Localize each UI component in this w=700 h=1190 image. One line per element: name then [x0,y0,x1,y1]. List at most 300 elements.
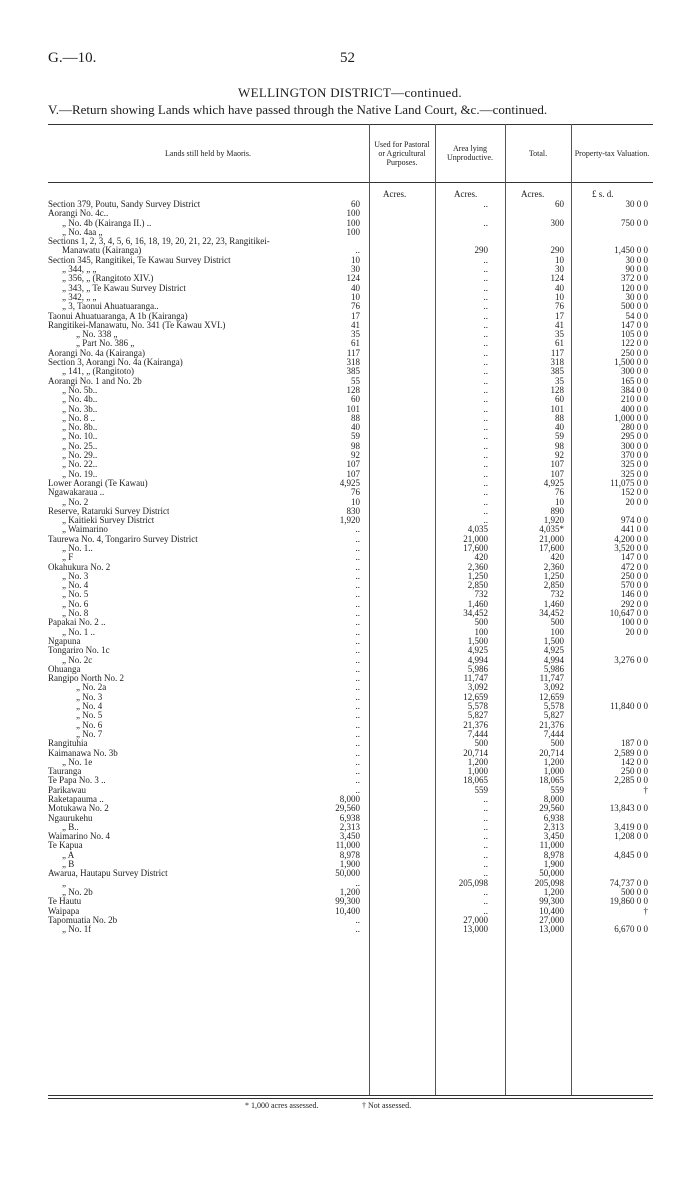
land-name: „ 356, „ (Rangitoto XIV.) [62,274,154,284]
total-acres: 40 [555,422,564,433]
valuation: 292 0 0 [621,598,648,609]
table-row [0,423,700,432]
header-unproductive: Area lying Unproductive. [447,144,493,162]
total-acres: 124 [550,273,564,284]
pastoral-acres: .. [355,635,360,646]
land-name: „ F [62,553,74,563]
total-acres: 21,000 [539,533,564,544]
pastoral-acres: 60 [351,199,360,209]
header-pastoral: Used for Pastoral or Agricultural Purposes. [374,139,430,167]
unproductive-acres: .. [483,477,488,488]
valuation: 280 0 0 [621,422,648,433]
table-row [0,228,700,237]
pastoral-acres: 100 [346,208,360,219]
pastoral-acres: 10 [351,496,360,507]
total-acres: 300 [550,217,564,228]
table-row [0,321,700,330]
unproductive-acres: .. [483,375,488,386]
land-name: „ No. 1e [62,757,93,767]
total-acres: 34,452 [539,608,564,619]
unproductive-acres: 1,500 [467,635,488,646]
table-row [0,284,700,293]
land-name: „ No. 3 [76,692,103,702]
pastoral-acres: 2,313 [339,821,360,832]
total-acres: 1,460 [543,598,564,609]
land-name: „ No. 7 [76,729,103,739]
table-row [0,572,700,581]
pastoral-acres: 40 [351,422,360,433]
pastoral-acres: .. [355,710,360,721]
valuation: 250 0 0 [621,766,648,777]
total-acres: 890 [550,505,564,516]
land-name: „ No. 2 [62,497,89,507]
total-acres: 5,827 [543,710,564,721]
unit-valuation: £ s. d. [592,189,614,199]
land-name: Aorangi No. 1 and No. 2b [48,376,142,386]
land-name: Aorangi No. 4c.. [48,209,109,219]
land-name: „ No. 4 [76,702,103,712]
land-name: Ngawakaraua .. [48,488,105,498]
total-acres: 50,000 [539,868,564,879]
unproductive-acres: 1,000 [467,766,488,777]
table-row [0,553,700,562]
unproductive-acres: 27,000 [463,914,488,925]
footnote-star: * 1,000 acres assessed. [245,1101,319,1110]
total-acres: 1,250 [543,570,564,581]
valuation: 210 0 0 [621,394,648,405]
table-row [0,683,700,692]
pastoral-acres: 29,560 [335,803,360,814]
land-name: Aorangi No. 4a (Kairanga) [48,348,145,358]
pastoral-acres: 50,000 [335,868,360,879]
pastoral-acres: 98 [351,440,360,451]
valuation: 4,845 0 0 [614,849,648,860]
land-name: „ No. 2c [62,655,93,665]
unproductive-acres: .. [483,403,488,414]
total-acres: 20,714 [539,747,564,758]
unproductive-acres: 18,065 [463,775,488,786]
lands-table-body [0,200,700,934]
pastoral-acres: .. [355,719,360,730]
table-row [0,414,700,423]
valuation: 30 0 0 [625,254,648,265]
unproductive-acres: .. [483,291,488,302]
header-total: Total. [528,148,548,158]
pastoral-acres: .. [355,580,360,591]
land-name: „ No. 8b.. [62,423,98,433]
unproductive-acres: 21,000 [463,533,488,544]
table-row [0,563,700,572]
total-acres: 17 [555,310,564,321]
land-name: Tauranga [48,767,82,777]
land-name: „ No. 4aa „ [62,227,103,237]
total-acres: 11,747 [539,673,564,684]
land-name: Te Kapua [48,841,83,851]
valuation: 441 0 0 [621,524,648,535]
unproductive-acres: .. [483,794,488,804]
land-name: Ngapuna [48,636,81,646]
land-name: Reserve, Rataruki Survey District [48,506,170,516]
pastoral-acres: 61 [351,338,360,349]
land-name: Ohuanga [48,664,81,674]
total-acres: 12,659 [539,691,564,702]
total-acres: 100 [550,626,564,637]
valuation: 54 0 0 [625,310,648,321]
table-row [0,237,700,246]
total-acres: 4,035* [539,524,564,535]
total-acres: 101 [550,403,564,414]
table-row [0,925,700,934]
land-name: „ No. 5 [76,711,103,721]
pastoral-acres: .. [355,570,360,581]
table-row [0,869,700,878]
valuation: 30 0 0 [625,199,648,209]
table-row [0,442,700,451]
valuation: 325 0 0 [621,468,648,479]
pastoral-acres: 59 [351,431,360,442]
footnote-dagger: † Not assessed. [362,1101,412,1110]
land-name: „ No. 1f [62,925,92,935]
land-name: „ No. 2b [62,887,93,897]
unproductive-acres: 2,360 [467,561,488,572]
total-acres: 107 [550,459,564,470]
unproductive-acres: .. [483,273,488,284]
unproductive-acres: .. [483,254,488,265]
unproductive-acres: .. [483,905,488,916]
total-acres: 500 [550,617,564,628]
unproductive-acres: .. [483,366,488,377]
valuation: 250 0 0 [621,570,648,581]
header-bottom-rule [48,182,653,183]
table-row [0,618,700,627]
valuation: 120 0 0 [621,282,648,293]
total-acres: 1,920 [543,515,564,526]
pastoral-acres: 35 [351,329,360,340]
unproductive-acres: 3,092 [467,682,488,693]
land-name: „ No. 2a [76,683,107,693]
valuation: 370 0 0 [621,450,648,461]
pastoral-acres: .. [355,552,360,563]
land-name: „ No. 25.. [62,441,98,451]
unproductive-acres: 21,376 [463,719,488,730]
land-name: „ No. 10.. [62,432,98,442]
total-acres: 4,994 [543,654,564,665]
pastoral-acres: 6,938 [339,812,360,823]
total-acres: 6,938 [543,812,564,823]
valuation: 1,000 0 0 [614,412,648,423]
pastoral-acres: 100 [346,226,360,237]
pastoral-acres: 11,000 [335,840,360,851]
land-name: „ 344, „ „ [62,265,97,275]
unproductive-acres: .. [483,459,488,470]
pastoral-acres: .. [355,626,360,637]
land-name: „ 141, „ (Rangitoto) [62,367,134,377]
valuation: † [643,905,648,916]
total-acres: 420 [550,552,564,563]
total-acres: 10,400 [539,905,564,916]
pastoral-acres: 385 [346,366,360,377]
land-name: Kaimanawa No. 3b [48,748,118,758]
pastoral-acres: 10 [351,254,360,265]
valuation: 3,520 0 0 [614,542,648,553]
total-acres: 61 [555,338,564,349]
total-acres: 5,578 [543,701,564,712]
unproductive-acres: 11,747 [463,673,488,684]
unproductive-acres: 20,714 [463,747,488,758]
pastoral-acres: .. [355,756,360,767]
pastoral-acres: .. [355,663,360,674]
land-name: „ No. 6 [76,720,103,730]
table-row [0,730,700,739]
land-name: Waipapa [48,906,80,916]
table-row [0,535,700,544]
unproductive-acres: .. [483,347,488,358]
unproductive-acres: .. [483,812,488,823]
unproductive-acres: .. [483,310,488,321]
unproductive-acres: .. [483,859,488,870]
valuation: 300 0 0 [621,440,648,451]
table-row [0,488,700,497]
total-acres: 29,560 [539,803,564,814]
unproductive-acres: .. [483,264,488,275]
unproductive-acres: .. [483,431,488,442]
pastoral-acres: 128 [346,384,360,395]
pastoral-acres: 55 [351,375,360,386]
total-acres: 3,092 [543,682,564,693]
pastoral-acres: 830 [346,505,360,516]
total-acres: 2,313 [543,821,564,832]
valuation: 1,450 0 0 [614,245,648,256]
table-row [0,600,700,609]
land-name: Manawatu (Kairanga) [62,246,142,256]
unproductive-acres: .. [483,301,488,312]
pastoral-acres: .. [355,775,360,786]
unproductive-acres: 500 [474,617,488,628]
land-name: Awarua, Hautapu Survey District [48,869,168,879]
unproductive-acres: .. [483,515,488,526]
table-row [0,907,700,916]
pastoral-acres: .. [355,645,360,656]
pastoral-acres: .. [355,589,360,600]
unproductive-acres: .. [483,357,488,368]
unproductive-acres: .. [483,338,488,349]
land-name: „ 342, „ „ [62,292,97,302]
pastoral-acres: 8,978 [339,849,360,860]
pastoral-acres: 101 [346,403,360,414]
land-name: Taonui Ahuatuaranga, A 1b (Kairanga) [48,311,188,321]
total-acres: 3,450 [543,831,564,842]
unproductive-acres: 7,444 [467,728,488,739]
units-row [0,189,700,200]
table-row [0,386,700,395]
unproductive-acres: 13,000 [463,924,488,935]
table-row [0,525,700,534]
valuation: 300 0 0 [621,366,648,377]
land-name: „ No. 29.. [62,451,98,461]
total-acres: 205,098 [534,877,564,888]
pastoral-acres: .. [355,691,360,702]
unit-unproductive: Acres. [454,189,478,199]
unproductive-acres: 4,994 [467,654,488,665]
land-name: Te Papa No. 3 .. [48,776,106,786]
land-name: Motukawa No. 2 [48,804,109,814]
pastoral-acres: .. [355,738,360,749]
total-acres: 35 [555,329,564,340]
district-title: WELLINGTON DISTRICT—continued. [238,85,462,100]
valuation: 500 0 0 [621,886,648,897]
unproductive-acres: .. [483,849,488,860]
table-row [0,628,700,637]
land-name: „ No. 8 .. [62,413,95,423]
total-acres: 10 [555,496,564,507]
valuation: 105 0 0 [621,329,648,340]
unproductive-acres: .. [483,282,488,293]
land-name: „ No. 3b.. [62,404,98,414]
valuation: 1,500 0 0 [614,357,648,368]
pastoral-acres: 40 [351,282,360,293]
unproductive-acres: 5,827 [467,710,488,721]
unproductive-acres: 559 [474,784,488,795]
pastoral-acres: 1,200 [339,886,360,897]
pastoral-acres: 1,900 [339,859,360,870]
pastoral-acres: 99,300 [335,896,360,907]
land-name: Okahukura No. 2 [48,562,111,572]
land-name: „ Part No. 386 „ [76,339,135,349]
total-acres: 385 [550,366,564,377]
land-name: Taurewa No. 4, Tongariro Survey District [48,534,198,544]
land-name: „ No. 5 [62,590,89,600]
unproductive-acres: .. [483,199,488,209]
land-name: „ B [62,860,75,870]
table-row [0,246,700,255]
unproductive-acres: .. [483,896,488,907]
land-name: Waimarino No. 4 [48,832,111,842]
total-acres: 30 [555,264,564,275]
land-name: „ No. 6 [62,599,89,609]
valuation: 1,208 0 0 [614,831,648,842]
total-acres: 1,200 [543,756,564,767]
valuation: 147 0 0 [621,552,648,563]
table-row [0,721,700,730]
land-name: „ A [62,850,75,860]
total-acres: 10 [555,254,564,265]
land-name: Rangituhia [48,739,88,749]
valuation: 122 0 0 [621,338,648,349]
valuation: 74,737 0 0 [609,877,648,888]
total-acres: 4,925 [543,477,564,488]
pastoral-acres: .. [355,877,360,888]
land-name: „ 343, „ Te Kawau Survey District [62,283,186,293]
pastoral-acres: 60 [351,394,360,405]
land-name: „ No. 3 [62,571,89,581]
pastoral-acres: 100 [346,217,360,228]
land-name: „ No. 1.. [62,543,93,553]
unproductive-acres: .. [483,505,488,516]
total-acres: 128 [550,384,564,395]
total-acres: 1,500 [543,635,564,646]
pastoral-acres: .. [355,914,360,925]
total-acres: 117 [550,347,564,358]
table-row [0,432,700,441]
unproductive-acres: .. [483,329,488,340]
unproductive-acres: 100 [474,626,488,637]
unproductive-acres: 5,986 [467,663,488,674]
total-acres: 732 [550,589,564,600]
pastoral-acres: .. [355,766,360,777]
land-name: Tapomuatia No. 2b [48,915,118,925]
total-acres: 99,300 [539,896,564,907]
land-name: „ No. 22.. [62,460,98,470]
pastoral-acres: 30 [351,264,360,275]
land-name: „ Waimarino [62,525,108,535]
table-bottom-rule [48,1095,653,1096]
pastoral-acres: .. [355,561,360,572]
pastoral-acres: 107 [346,468,360,479]
land-name: Lower Aorangi (Te Kawau) [48,478,148,488]
unproductive-acres: .. [483,821,488,832]
total-acres: 10 [555,291,564,302]
header-valuation: Property-tax Valuation. [574,148,650,158]
table-row [0,702,700,711]
pastoral-acres: .. [355,608,360,619]
unproductive-acres: 290 [474,245,488,256]
land-name: Rangipo North No. 2 [48,674,124,684]
total-acres: 559 [550,784,564,795]
total-acres: 40 [555,282,564,293]
valuation: 152 0 0 [621,487,648,498]
table-row [0,516,700,525]
unproductive-acres: .. [483,886,488,897]
valuation: 2,589 0 0 [614,747,648,758]
valuation: 147 0 0 [621,319,648,330]
pastoral-acres: 107 [346,459,360,470]
land-name: „ No. 5b.. [62,385,98,395]
valuation: 295 0 0 [621,431,648,442]
table-row [0,544,700,553]
valuation: 20 0 0 [625,626,648,637]
valuation: 187 0 0 [621,738,648,749]
land-name: Te Hautu [48,897,82,907]
table-row [0,479,700,488]
valuation: 19,860 0 0 [609,896,648,907]
total-acres: 318 [550,357,564,368]
valuation: 472 0 0 [621,561,648,572]
pastoral-acres: 117 [346,347,360,358]
total-acres: 27,000 [539,914,564,925]
pastoral-acres: .. [355,533,360,544]
pastoral-acres: 17 [351,310,360,321]
total-acres: 5,986 [543,663,564,674]
unproductive-acres: 205,098 [458,877,488,888]
land-name: Parikawau [48,785,86,795]
valuation: 3,276 0 0 [614,654,648,665]
table-row [0,776,700,785]
land-name: „ No. 1 .. [62,627,95,637]
total-acres: 4,925 [543,645,564,656]
pastoral-acres: .. [355,617,360,628]
valuation: 165 0 0 [621,375,648,386]
unproductive-acres: 1,200 [467,756,488,767]
page-reference: G.—10. [48,50,97,66]
unproductive-acres: .. [483,440,488,451]
pastoral-acres: .. [355,682,360,693]
total-acres: 107 [550,468,564,479]
pastoral-acres: .. [355,654,360,665]
return-title: V.—Return showing Lands which have passed through the Native Land Court, &c.—continued. [48,102,548,117]
total-acres: 60 [555,394,564,405]
valuation: 750 0 0 [621,217,648,228]
unproductive-acres: .. [483,319,488,330]
